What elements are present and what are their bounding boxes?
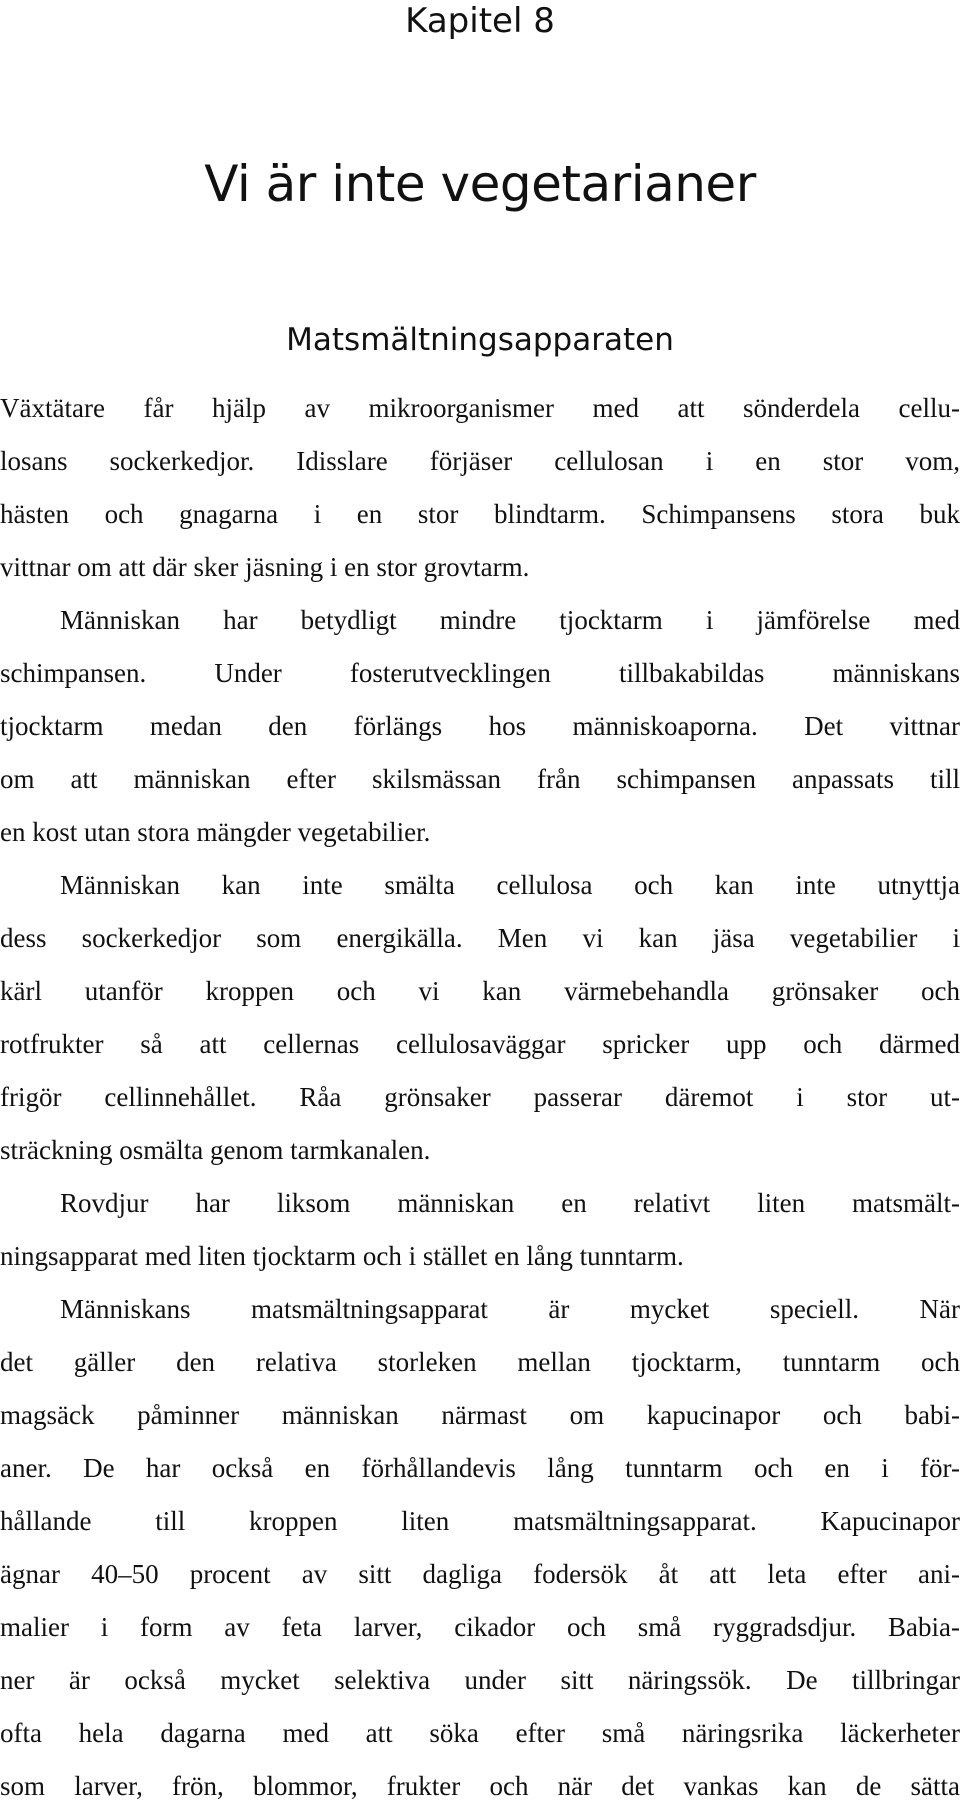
text-line: ningsapparat med liten tjocktarm och i stället en lång tunntarm.	[0, 1241, 684, 1271]
text-line: det gäller den relativa storleken mellan tjocktarm, tunntarm och	[0, 1347, 960, 1377]
text-line: magsäck påminner människan närmast om kapucinapor och babi-	[0, 1400, 960, 1430]
text-line: tjocktarm medan den förlängs hos människoaporna. Det vittnar	[0, 711, 960, 741]
text-line: losans sockerkedjor. Idisslare förjäser cellulosan i en stor vom,	[0, 446, 960, 476]
text-line: hållande till kroppen liten matsmältningsapparat. Kapucinapor	[0, 1506, 960, 1536]
text-line: aner. De har också en förhållandevis lång tunntarm och en i för-	[0, 1453, 960, 1483]
text-line: kärl utanför kroppen och vi kan värmebehandla grönsaker och	[0, 976, 960, 1006]
chapter-title: Vi är inte vegetarianer	[204, 155, 756, 213]
text-line: Människans matsmältningsapparat är mycket speciell. När	[60, 1294, 960, 1324]
text-line: sträckning osmälta genom tarmkanalen.	[0, 1135, 431, 1165]
text-line: ner är också mycket selektiva under sitt näringssök. De tillbringar	[0, 1665, 960, 1695]
section-heading: Matsmältningsapparaten	[286, 322, 674, 358]
text-line: frigör cellinnehållet. Råa grönsaker passerar däremot i stor ut-	[0, 1082, 960, 1112]
text-line: som larver, frön, blommor, frukter och när det vankas kan de sätta	[0, 1771, 960, 1801]
text-line: om att människan efter skilsmässan från schimpansen anpassats till	[0, 764, 960, 794]
text-line: malier i form av feta larver, cikador och små ryggradsdjur. Babia-	[0, 1612, 960, 1642]
text-line: Människan har betydligt mindre tjocktarm i jämförelse med	[60, 605, 960, 635]
chapter-label: Kapitel 8	[405, 1, 555, 41]
text-line: dess sockerkedjor som energikälla. Men vi kan jäsa vegetabilier i	[0, 923, 960, 953]
text-line: Människan kan inte smälta cellulosa och kan inte utnyttja	[60, 870, 960, 900]
text-line: schimpansen. Under fosterutvecklingen tillbakabildas människans	[0, 658, 960, 688]
text-line: Rovdjur har liksom människan en relativt liten matsmält-	[60, 1188, 960, 1218]
text-line: ägnar 40–50 procent av sitt dagliga fodersök åt att leta efter ani-	[0, 1559, 960, 1589]
text-line: rotfrukter så att cellernas cellulosaväggar spricker upp och därmed	[0, 1029, 960, 1059]
body-text	[0, 382, 960, 1813]
text-line: vittnar om att där sker jäsning i en stor grovtarm.	[0, 552, 530, 582]
text-line: Växtätare får hjälp av mikroorganismer med att sönderdela cellu-	[0, 393, 960, 423]
text-line: hästen och gnagarna i en stor blindtarm. Schimpansens stora buk	[0, 499, 960, 529]
text-line: en kost utan stora mängder vegetabilier.	[0, 817, 431, 847]
text-line: ofta hela dagarna med att söka efter små näringsrika läckerheter	[0, 1718, 960, 1748]
